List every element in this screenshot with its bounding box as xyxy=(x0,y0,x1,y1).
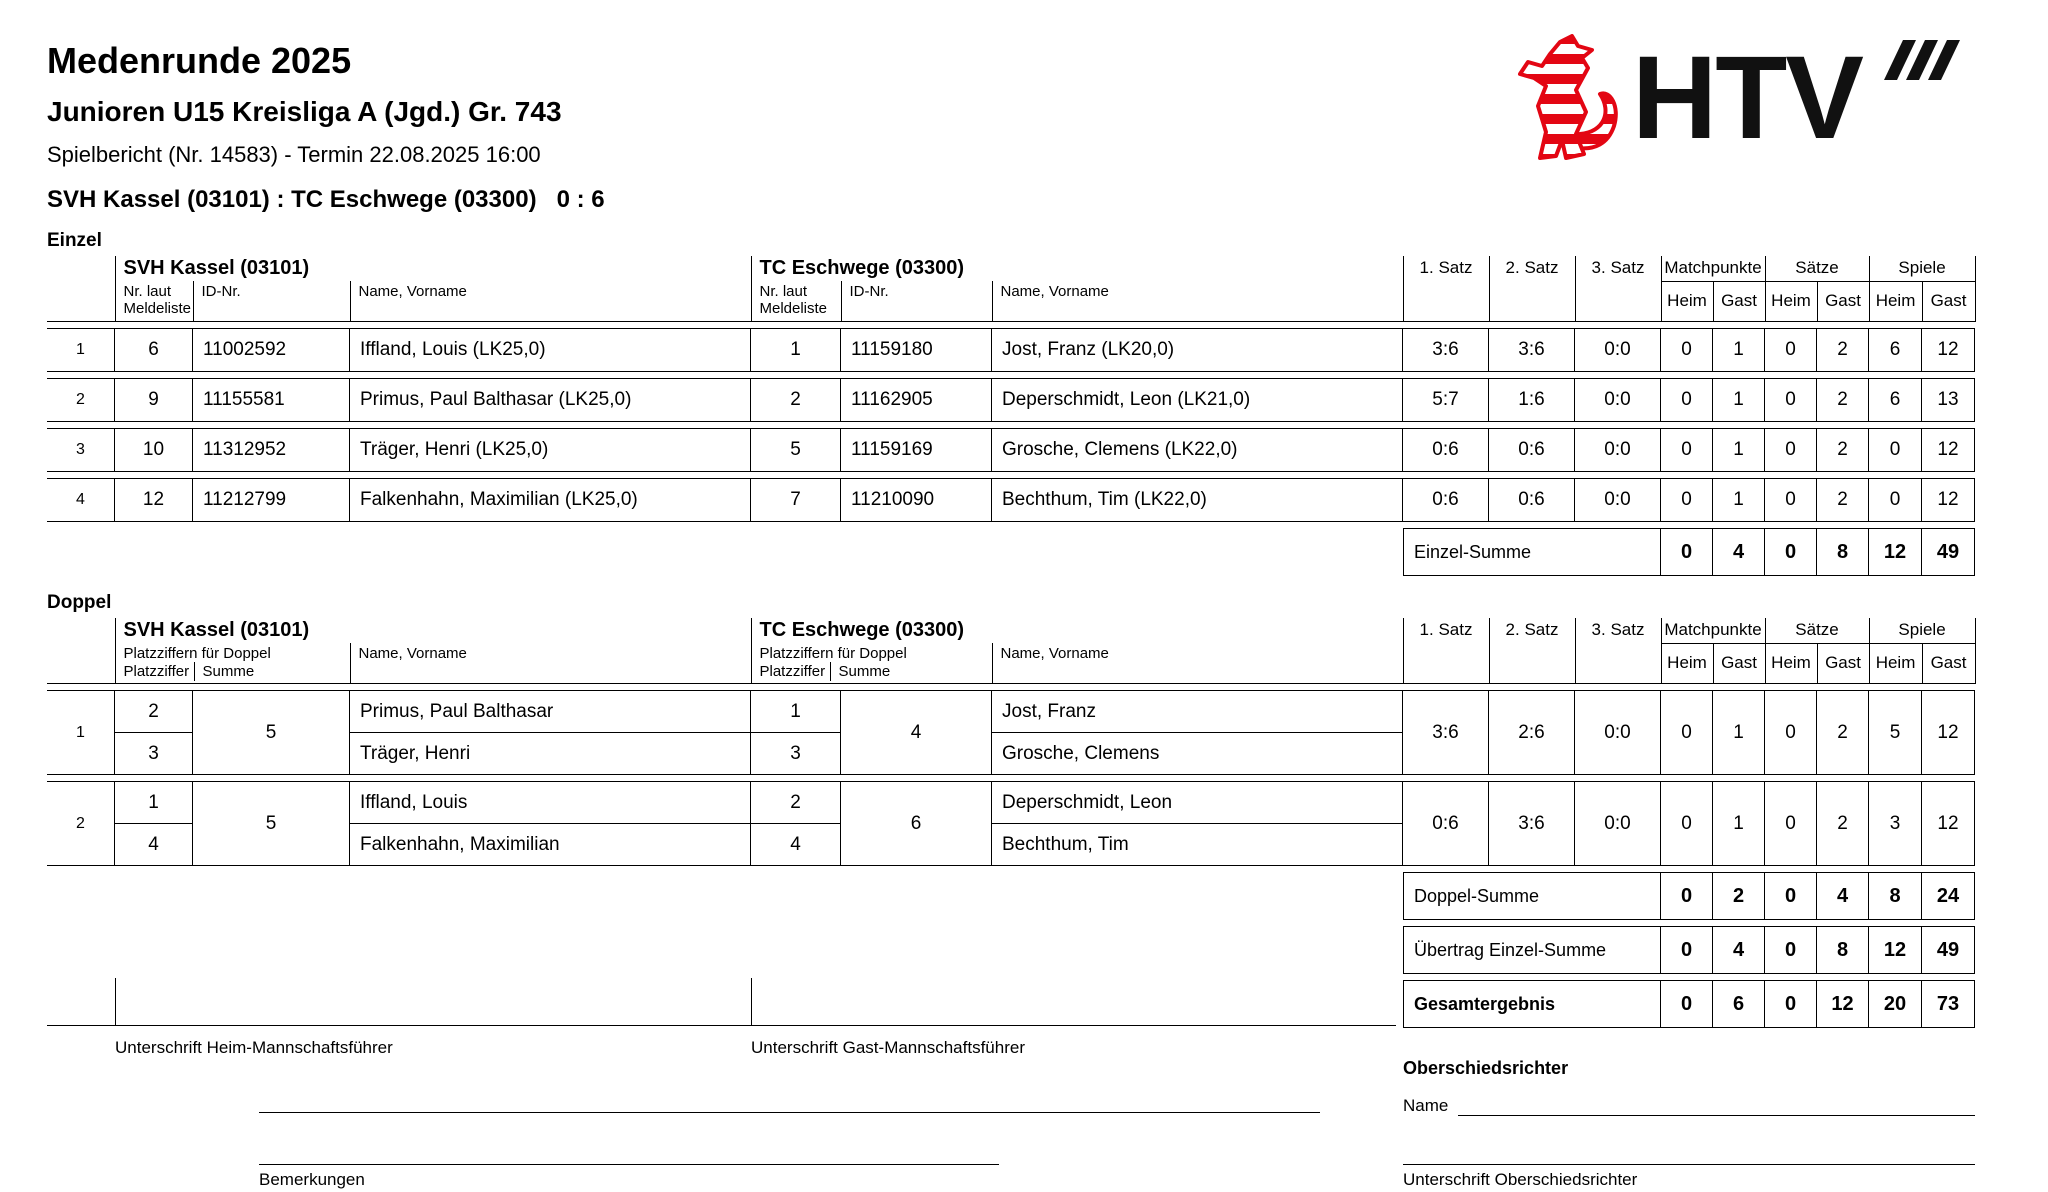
gast-name-header: Name, Vorname xyxy=(992,643,1403,684)
report-line: Spielbericht (Nr. 14583) - Termin 22.08.2025 16:00 xyxy=(47,142,541,167)
sum-saetze-heim: 0 xyxy=(1765,926,1817,974)
player-platzziffer: 4 xyxy=(751,823,840,865)
satz1-header: 1. Satz xyxy=(1403,256,1489,322)
satz3-header: 3. Satz xyxy=(1575,256,1661,322)
cell-heim-names xyxy=(350,781,751,866)
matchpunkte-header: Matchpunkte xyxy=(1661,256,1765,281)
bottom-section xyxy=(47,872,1975,1032)
sum-mp-heim: 0 xyxy=(1661,528,1713,576)
cell-saetze-gast: 2 xyxy=(1817,428,1869,472)
player-name: Träger, Henri xyxy=(350,732,750,774)
sum-spiele-heim: 8 xyxy=(1869,872,1922,920)
cell-heim-meldenr: 6 xyxy=(115,328,193,372)
cell-spiele-heim: 0 xyxy=(1869,478,1922,522)
cell-satz3: 0:0 xyxy=(1575,690,1661,775)
platzziffer-header: Platzziffer xyxy=(759,663,826,680)
spiele-header: Spiele xyxy=(1869,618,1975,643)
player-name: Falkenhahn, Maximilian xyxy=(350,823,750,865)
cell-heim-summe: 5 xyxy=(193,781,350,866)
player-platzziffer: 2 xyxy=(148,701,159,722)
cell-spiele-gast: 12 xyxy=(1922,328,1975,372)
satz3-header: 3. Satz xyxy=(1575,618,1661,684)
sum-spiele-gast: 73 xyxy=(1922,980,1975,1028)
sum-saetze-heim: 0 xyxy=(1765,528,1817,576)
cell-satz2: 2:6 xyxy=(1489,690,1575,775)
cell-saetze-gast: 2 xyxy=(1817,478,1869,522)
cell-gast-name: Grosche, Clemens (LK22,0) xyxy=(992,428,1403,472)
einzel-table xyxy=(47,322,1975,528)
cell-spiele-heim: 6 xyxy=(1869,378,1922,422)
einzel-row xyxy=(47,428,1975,472)
cell-gast-name: Jost, Franz (LK20,0) xyxy=(992,328,1403,372)
sum-mp-gast: 4 xyxy=(1713,528,1765,576)
summe-header: Summe xyxy=(194,662,350,681)
page-title: Medenrunde 2025 xyxy=(47,40,352,81)
cell-mp-heim: 0 xyxy=(1661,378,1713,422)
sum-mp-gast: 6 xyxy=(1713,980,1765,1028)
cell-heim-id: 11312952 xyxy=(193,428,350,472)
cell-satz2: 3:6 xyxy=(1489,781,1575,866)
summe-header: Summe xyxy=(830,662,992,681)
cell-saetze-gast: 2 xyxy=(1817,781,1869,866)
cell-gast-meldenr: 5 xyxy=(751,428,841,472)
player-name: Jost, Franz xyxy=(1002,701,1096,722)
cell-satz3: 0:0 xyxy=(1575,378,1661,422)
doppel-summe-label: Doppel-Summe xyxy=(1403,872,1661,920)
saetze-header: Sätze xyxy=(1765,618,1869,643)
cell-match-nr: 2 xyxy=(47,781,115,866)
cell-spiele-gast: 12 xyxy=(1922,478,1975,522)
cell-satz2: 0:6 xyxy=(1489,478,1575,522)
gesamtergebnis-row xyxy=(1403,980,1975,1028)
gast-col-header: Gast xyxy=(1713,281,1765,322)
player-platzziffer: 1 xyxy=(790,701,801,722)
sum-saetze-gast: 12 xyxy=(1817,980,1869,1028)
cell-mp-gast: 1 xyxy=(1713,328,1765,372)
player-name: Grosche, Clemens xyxy=(992,732,1402,774)
htv-logo-text: HTV xyxy=(1632,34,1862,164)
cell-satz2: 3:6 xyxy=(1489,328,1575,372)
cell-match-nr: 1 xyxy=(47,690,115,775)
satz2-header: 2. Satz xyxy=(1489,256,1575,322)
sum-saetze-heim: 0 xyxy=(1765,872,1817,920)
cell-heim-id: 11212799 xyxy=(193,478,350,522)
cell-satz1: 0:6 xyxy=(1403,781,1489,866)
cell-saetze-heim: 0 xyxy=(1765,328,1817,372)
cell-saetze-heim: 0 xyxy=(1765,781,1817,866)
rownum-header xyxy=(47,256,115,322)
cell-gast-id: 11162905 xyxy=(841,378,992,422)
cell-mp-gast: 1 xyxy=(1713,781,1765,866)
signature-area-box xyxy=(47,872,1396,1026)
cell-saetze-gast: 2 xyxy=(1817,378,1869,422)
sum-saetze-heim: 0 xyxy=(1765,980,1817,1028)
player-name: Bechthum, Tim xyxy=(992,823,1402,865)
cell-gast-summe: 6 xyxy=(841,781,992,866)
cell-gast-id: 11210090 xyxy=(841,478,992,522)
gast-platzziffern-header: Platzziffern für Doppel Platzziffer Summe xyxy=(751,643,992,684)
einzel-section-label: Einzel xyxy=(47,230,102,251)
footer-section xyxy=(47,1032,1975,1192)
heim-col-header: Heim xyxy=(1661,643,1713,684)
cell-heim-meldenr: 10 xyxy=(115,428,193,472)
cell-mp-heim: 0 xyxy=(1661,781,1713,866)
cell-spiele-gast: 12 xyxy=(1922,781,1975,866)
cell-heim-name: Falkenhahn, Maximilian (LK25,0) xyxy=(350,478,751,522)
einzel-row xyxy=(47,328,1975,372)
cell-heim-summe: 5 xyxy=(193,690,350,775)
cell-spiele-heim: 6 xyxy=(1869,328,1922,372)
gast-meldenr-header: Nr. laut Meldeliste xyxy=(751,281,841,322)
bemerkungen-line xyxy=(259,1164,999,1165)
cell-satz2: 0:6 xyxy=(1489,428,1575,472)
cell-gast-name: Deperschmidt, Leon (LK21,0) xyxy=(992,378,1403,422)
einzel-row xyxy=(47,478,1975,522)
cell-gast-platzziffern xyxy=(751,781,841,866)
cell-spiele-gast: 12 xyxy=(1922,428,1975,472)
sum-saetze-gast: 8 xyxy=(1817,528,1869,576)
einzel-summe-row xyxy=(47,528,1975,576)
doppel-header-table xyxy=(47,618,1976,684)
sum-mp-gast: 2 xyxy=(1713,872,1765,920)
einzel-summe-label: Einzel-Summe xyxy=(1403,528,1661,576)
unterschrift-gast-label: Unterschrift Gast-Mannschaftsführer xyxy=(751,1038,1025,1057)
gast-col-header: Gast xyxy=(1922,281,1975,322)
cell-gast-meldenr: 7 xyxy=(751,478,841,522)
cell-satz3: 0:0 xyxy=(1575,328,1661,372)
cell-mp-gast: 1 xyxy=(1713,378,1765,422)
cell-heim-id: 11155581 xyxy=(193,378,350,422)
player-name: Primus, Paul Balthasar xyxy=(360,701,554,722)
cell-satz1: 3:6 xyxy=(1403,328,1489,372)
player-name: Iffland, Louis xyxy=(360,792,468,813)
heim-team-header: SVH Kassel (03101) xyxy=(115,618,751,643)
einzel-header-table xyxy=(47,256,1976,322)
cell-satz2: 1:6 xyxy=(1489,378,1575,422)
cell-heim-name: Träger, Henri (LK25,0) xyxy=(350,428,751,472)
cell-heim-name: Primus, Paul Balthasar (LK25,0) xyxy=(350,378,751,422)
gast-col-header: Gast xyxy=(1713,643,1765,684)
sum-spiele-gast: 49 xyxy=(1922,926,1975,974)
heim-col-header: Heim xyxy=(1869,643,1922,684)
heim-platzziffern-header: Platzziffern für Doppel Platzziffer Summe xyxy=(115,643,350,684)
uebertrag-label: Übertrag Einzel-Summe xyxy=(1403,926,1661,974)
cell-gast-name: Bechthum, Tim (LK22,0) xyxy=(992,478,1403,522)
satz1-header: 1. Satz xyxy=(1403,618,1489,684)
cell-satz1: 0:6 xyxy=(1403,428,1489,472)
cell-gast-platzziffern xyxy=(751,690,841,775)
heim-id-header: ID-Nr. xyxy=(193,281,350,322)
sum-mp-heim: 0 xyxy=(1661,926,1713,974)
cell-satz1: 5:7 xyxy=(1403,378,1489,422)
sum-spiele-heim: 12 xyxy=(1869,926,1922,974)
cell-saetze-heim: 0 xyxy=(1765,478,1817,522)
heim-col-header: Heim xyxy=(1869,281,1922,322)
cell-heim-name: Iffland, Louis (LK25,0) xyxy=(350,328,751,372)
cell-gast-id: 11159180 xyxy=(841,328,992,372)
gesamtergebnis-label: Gesamtergebnis xyxy=(1403,980,1661,1028)
sum-spiele-heim: 12 xyxy=(1869,528,1922,576)
cell-saetze-gast: 2 xyxy=(1817,328,1869,372)
cell-mp-gast: 1 xyxy=(1713,690,1765,775)
sum-mp-heim: 0 xyxy=(1661,980,1713,1028)
cell-spiele-gast: 13 xyxy=(1922,378,1975,422)
doppel-row xyxy=(47,690,1975,775)
cell-heim-platzziffern xyxy=(115,781,193,866)
doppel-table xyxy=(47,684,1975,872)
cell-saetze-gast: 2 xyxy=(1817,690,1869,775)
sum-spiele-gast: 49 xyxy=(1922,528,1975,576)
form-column-line xyxy=(751,978,752,1025)
cell-gast-summe: 4 xyxy=(841,690,992,775)
sum-saetze-gast: 4 xyxy=(1817,872,1869,920)
cell-gast-names xyxy=(992,781,1403,866)
cell-satz1: 3:6 xyxy=(1403,690,1489,775)
name-label: Name xyxy=(1403,1096,1449,1115)
player-name: Deperschmidt, Leon xyxy=(1002,792,1173,813)
player-platzziffer: 1 xyxy=(148,792,159,813)
einzel-row xyxy=(47,378,1975,422)
cell-satz3: 0:0 xyxy=(1575,478,1661,522)
cell-mp-heim: 0 xyxy=(1661,328,1713,372)
cell-spiele-heim: 0 xyxy=(1869,428,1922,472)
unterschrift-heim-label: Unterschrift Heim-Mannschaftsführer xyxy=(115,1038,393,1057)
satz2-header: 2. Satz xyxy=(1489,618,1575,684)
cell-mp-gast: 1 xyxy=(1713,428,1765,472)
cell-match-nr: 2 xyxy=(47,378,115,422)
sum-spiele-heim: 20 xyxy=(1869,980,1922,1028)
cell-gast-meldenr: 1 xyxy=(751,328,841,372)
heim-meldenr-header: Nr. laut Meldeliste xyxy=(115,281,193,322)
cell-gast-meldenr: 2 xyxy=(751,378,841,422)
cell-saetze-heim: 0 xyxy=(1765,428,1817,472)
sum-mp-heim: 0 xyxy=(1661,872,1713,920)
osr-name-row xyxy=(1403,1096,1975,1116)
cell-mp-heim: 0 xyxy=(1661,478,1713,522)
player-platzziffer: 3 xyxy=(751,732,840,774)
match-result-line: SVH Kassel (03101) : TC Eschwege (03300) 0 : 6 xyxy=(47,186,605,213)
cell-match-nr: 1 xyxy=(47,328,115,372)
cell-satz3: 0:0 xyxy=(1575,428,1661,472)
cell-mp-heim: 0 xyxy=(1661,690,1713,775)
cell-heim-platzziffern xyxy=(115,690,193,775)
heim-name-header: Name, Vorname xyxy=(350,281,751,322)
rownum-header xyxy=(47,618,115,684)
cell-spiele-heim: 5 xyxy=(1869,690,1922,775)
cell-mp-gast: 1 xyxy=(1713,478,1765,522)
cell-spiele-gast: 12 xyxy=(1922,690,1975,775)
osr-name-line xyxy=(1458,1101,1975,1116)
cell-match-nr: 4 xyxy=(47,478,115,522)
oberschiedsrichter-label: Oberschiedsrichter xyxy=(1403,1058,1569,1078)
heim-name-header: Name, Vorname xyxy=(350,643,751,684)
unterschrift-osr-label: Unterschrift Oberschiedsrichter xyxy=(1403,1170,1638,1189)
gast-id-header: ID-Nr. xyxy=(841,281,992,322)
cell-heim-meldenr: 12 xyxy=(115,478,193,522)
matchpunkte-header: Matchpunkte xyxy=(1661,618,1765,643)
cell-saetze-heim: 0 xyxy=(1765,378,1817,422)
cell-gast-id: 11159169 xyxy=(841,428,992,472)
bemerkungen-label: Bemerkungen xyxy=(259,1170,365,1189)
cell-heim-meldenr: 9 xyxy=(115,378,193,422)
cell-saetze-heim: 0 xyxy=(1765,690,1817,775)
sum-saetze-gast: 8 xyxy=(1817,926,1869,974)
player-platzziffer: 2 xyxy=(790,792,801,813)
gast-col-header: Gast xyxy=(1817,281,1869,322)
gast-col-header: Gast xyxy=(1922,643,1975,684)
doppel-row xyxy=(47,781,1975,866)
spiele-header: Spiele xyxy=(1869,256,1975,281)
player-platzziffer: 4 xyxy=(115,823,192,865)
cell-satz3: 0:0 xyxy=(1575,781,1661,866)
cell-satz1: 0:6 xyxy=(1403,478,1489,522)
gast-name-header: Name, Vorname xyxy=(992,281,1403,322)
gast-team-header: TC Eschwege (03300) xyxy=(751,618,1403,643)
league-subtitle: Junioren U15 Kreisliga A (Jgd.) Gr. 743 xyxy=(47,96,562,127)
gast-col-header: Gast xyxy=(1817,643,1869,684)
player-platzziffer: 3 xyxy=(115,732,192,774)
heim-col-header: Heim xyxy=(1661,281,1713,322)
saetze-header: Sätze xyxy=(1765,256,1869,281)
heim-col-header: Heim xyxy=(1765,281,1817,322)
form-column-line xyxy=(115,978,116,1025)
cell-gast-names xyxy=(992,690,1403,775)
platzziffer-header: Platzziffer xyxy=(123,663,190,680)
doppel-section-label: Doppel xyxy=(47,592,112,613)
heim-col-header: Heim xyxy=(1765,643,1817,684)
sum-mp-gast: 4 xyxy=(1713,926,1765,974)
summary-block xyxy=(1403,872,1975,1034)
doppel-summe-row xyxy=(1403,872,1975,920)
signature-line xyxy=(259,1112,1320,1113)
osr-signature-line xyxy=(1403,1164,1975,1165)
cell-match-nr: 3 xyxy=(47,428,115,472)
sum-spiele-gast: 24 xyxy=(1922,872,1975,920)
cell-mp-heim: 0 xyxy=(1661,428,1713,472)
cell-spiele-heim: 3 xyxy=(1869,781,1922,866)
gast-team-header: TC Eschwege (03300) xyxy=(751,256,1403,281)
cell-heim-names xyxy=(350,690,751,775)
uebertrag-row xyxy=(1403,926,1975,974)
cell-heim-id: 11002592 xyxy=(193,328,350,372)
heim-team-header: SVH Kassel (03101) xyxy=(115,256,751,281)
